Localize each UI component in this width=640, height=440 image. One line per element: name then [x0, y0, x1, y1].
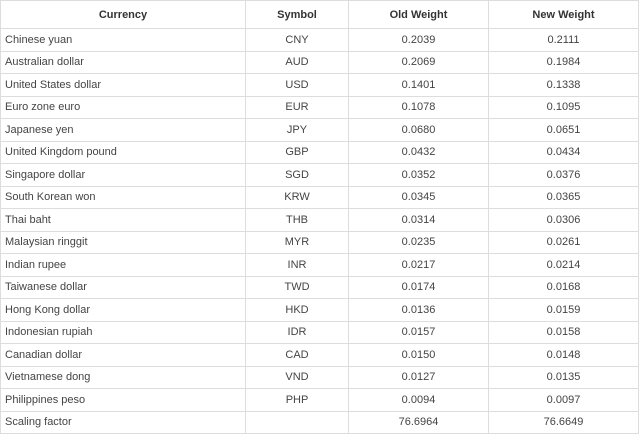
header-currency: Currency	[1, 1, 246, 29]
cell-old-weight: 0.0235	[349, 231, 489, 254]
cell-symbol: HKD	[246, 299, 349, 322]
table-row	[1, 389, 639, 412]
table-row	[1, 231, 639, 254]
cell-currency: United Kingdom pound	[1, 141, 246, 164]
table-row	[1, 186, 639, 209]
cell-old-weight: 0.1401	[349, 74, 489, 97]
cell-symbol: KRW	[246, 186, 349, 209]
cell-old-weight: 0.2069	[349, 51, 489, 74]
cell-new-weight: 0.0261	[489, 231, 639, 254]
cell-new-weight: 0.2111	[489, 29, 639, 52]
table-row	[1, 119, 639, 142]
cell-currency: Euro zone euro	[1, 96, 246, 119]
cell-new-weight: 0.0376	[489, 164, 639, 187]
cell-new-weight: 0.0148	[489, 344, 639, 367]
cell-new-weight: 0.0097	[489, 389, 639, 412]
scaling-factor-row	[1, 411, 639, 434]
table-row	[1, 299, 639, 322]
cell-currency: Indian rupee	[1, 254, 246, 277]
table-row	[1, 141, 639, 164]
cell-symbol: AUD	[246, 51, 349, 74]
cell-new-weight: 0.0651	[489, 119, 639, 142]
cell-currency: Canadian dollar	[1, 344, 246, 367]
header-symbol: Symbol	[246, 1, 349, 29]
cell-new-weight: 0.0159	[489, 299, 639, 322]
table-row	[1, 164, 639, 187]
cell-currency: Japanese yen	[1, 119, 246, 142]
table-row	[1, 254, 639, 277]
cell-new-weight: 0.0306	[489, 209, 639, 232]
cell-currency: Hong Kong dollar	[1, 299, 246, 322]
table-row	[1, 344, 639, 367]
cell-currency: Philippines peso	[1, 389, 246, 412]
table-row	[1, 209, 639, 232]
cell-symbol: EUR	[246, 96, 349, 119]
cell-old-weight: 0.0174	[349, 276, 489, 299]
cell-old-weight: 0.0136	[349, 299, 489, 322]
cell-new-weight: 0.1095	[489, 96, 639, 119]
header-old-weight: Old Weight	[349, 1, 489, 29]
cell-new-weight: 0.0434	[489, 141, 639, 164]
cell-currency: Taiwanese dollar	[1, 276, 246, 299]
cell-old-weight: 0.0352	[349, 164, 489, 187]
cell-old-weight: 0.1078	[349, 96, 489, 119]
table-row	[1, 276, 639, 299]
cell-old-weight: 76.6964	[349, 411, 489, 434]
cell-new-weight: 0.1338	[489, 74, 639, 97]
cell-new-weight: 76.6649	[489, 411, 639, 434]
cell-new-weight: 0.0214	[489, 254, 639, 277]
cell-symbol: VND	[246, 366, 349, 389]
cell-currency: Malaysian ringgit	[1, 231, 246, 254]
cell-symbol: IDR	[246, 321, 349, 344]
cell-currency: South Korean won	[1, 186, 246, 209]
cell-symbol: SGD	[246, 164, 349, 187]
cell-old-weight: 0.0680	[349, 119, 489, 142]
table-row	[1, 74, 639, 97]
cell-symbol: THB	[246, 209, 349, 232]
cell-symbol: USD	[246, 74, 349, 97]
cell-new-weight: 0.0365	[489, 186, 639, 209]
cell-old-weight: 0.0314	[349, 209, 489, 232]
cell-currency: United States dollar	[1, 74, 246, 97]
cell-currency: Chinese yuan	[1, 29, 246, 52]
cell-currency: Indonesian rupiah	[1, 321, 246, 344]
table-row	[1, 366, 639, 389]
cell-old-weight: 0.2039	[349, 29, 489, 52]
cell-new-weight: 0.0168	[489, 276, 639, 299]
cell-currency: Vietnamese dong	[1, 366, 246, 389]
cell-symbol	[246, 411, 349, 434]
table-row	[1, 96, 639, 119]
cell-currency: Australian dollar	[1, 51, 246, 74]
table-row	[1, 51, 639, 74]
cell-symbol: TWD	[246, 276, 349, 299]
header-new-weight: New Weight	[489, 1, 639, 29]
cell-symbol: PHP	[246, 389, 349, 412]
table-row	[1, 29, 639, 52]
cell-new-weight: 0.0158	[489, 321, 639, 344]
cell-new-weight: 0.0135	[489, 366, 639, 389]
cell-old-weight: 0.0217	[349, 254, 489, 277]
cell-old-weight: 0.0150	[349, 344, 489, 367]
cell-symbol: MYR	[246, 231, 349, 254]
cell-old-weight: 0.0345	[349, 186, 489, 209]
cell-symbol: JPY	[246, 119, 349, 142]
cell-symbol: CAD	[246, 344, 349, 367]
cell-symbol: CNY	[246, 29, 349, 52]
cell-old-weight: 0.0127	[349, 366, 489, 389]
cell-new-weight: 0.1984	[489, 51, 639, 74]
cell-symbol: INR	[246, 254, 349, 277]
table-header-row	[1, 1, 639, 29]
cell-old-weight: 0.0094	[349, 389, 489, 412]
cell-old-weight: 0.0432	[349, 141, 489, 164]
cell-symbol: GBP	[246, 141, 349, 164]
cell-old-weight: 0.0157	[349, 321, 489, 344]
cell-currency: Singapore dollar	[1, 164, 246, 187]
cell-currency: Scaling factor	[1, 411, 246, 434]
cell-currency: Thai baht	[1, 209, 246, 232]
table-row	[1, 321, 639, 344]
